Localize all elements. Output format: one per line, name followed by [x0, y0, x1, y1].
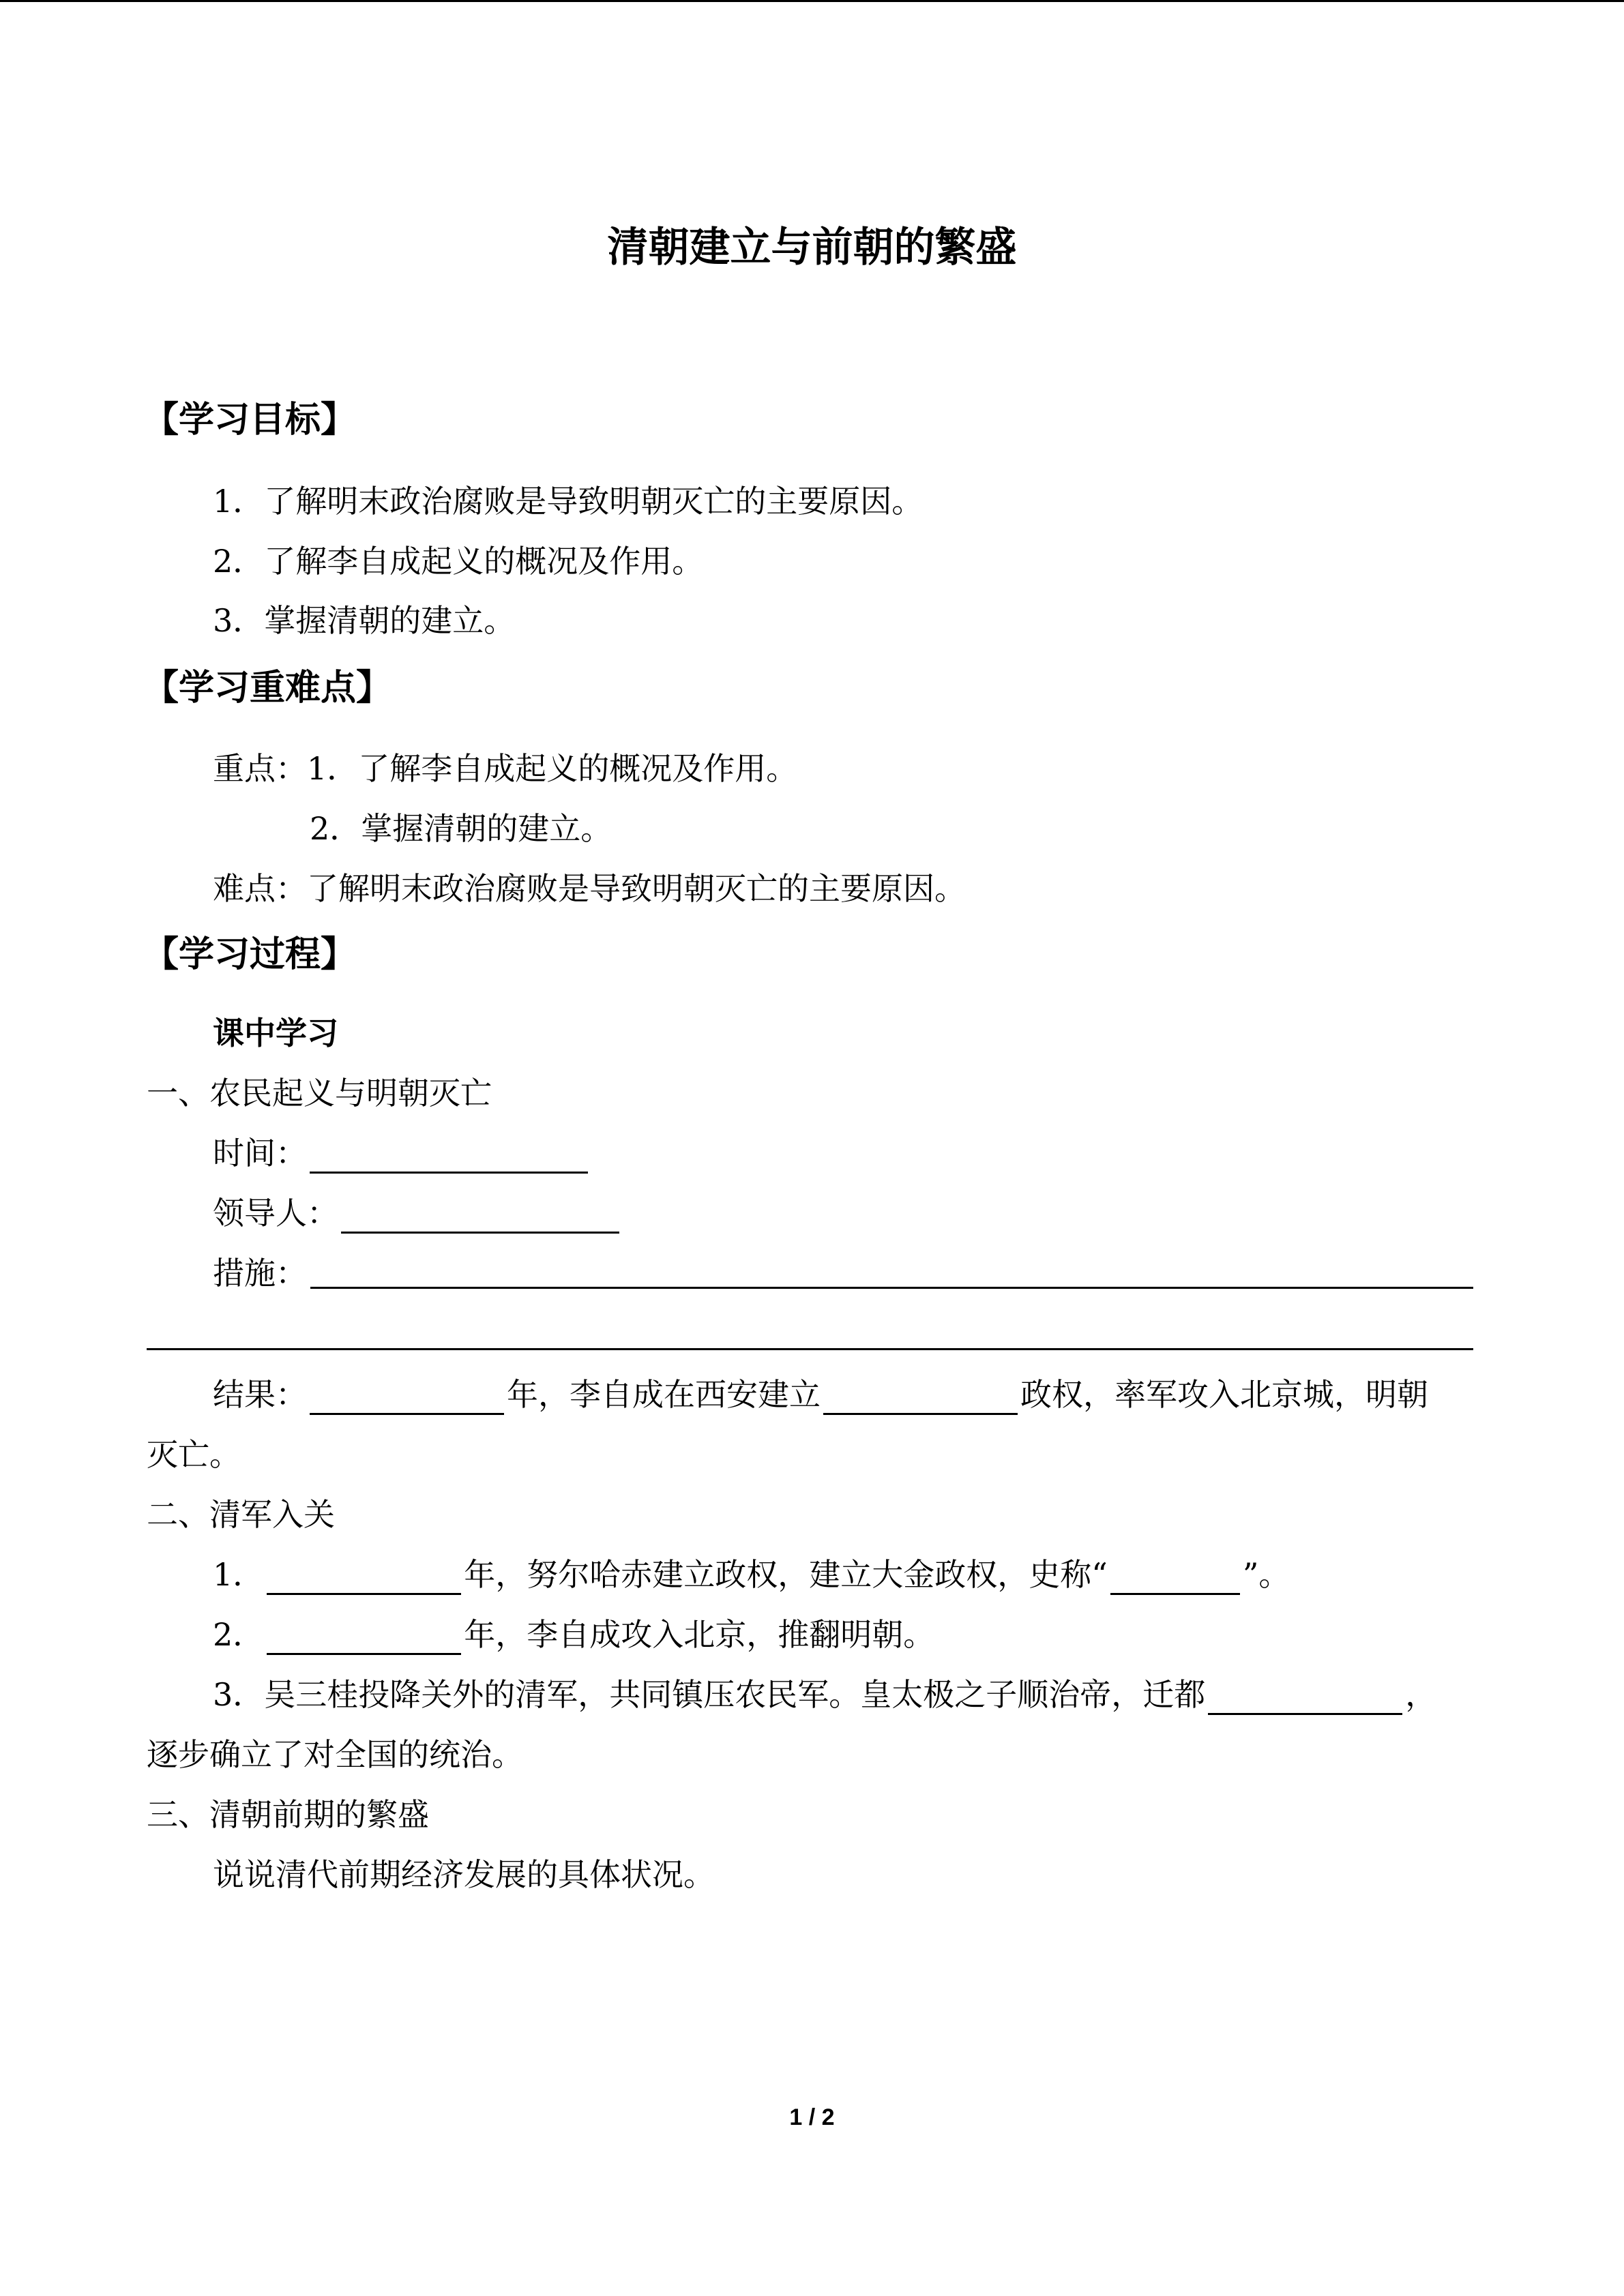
key-label: 重点： — [213, 750, 307, 787]
section-2-title: 二、清军入关 — [147, 1496, 335, 1533]
qing-item-2-num: 2． — [213, 1616, 265, 1653]
process-heading: 【学习过程】 — [143, 934, 357, 975]
goal-item-1: 1．了解明末政治腐败是导致明朝灭亡的主要原因。 — [213, 483, 924, 520]
result-label: 结果： — [213, 1376, 307, 1413]
qing-item-1-text: 年，努尔哈赤建立政权，建立大金政权，史称“ — [464, 1556, 1108, 1593]
qing-item-3-end: 逐步确立了对全国的统治。 — [147, 1736, 523, 1773]
qing-item-1-name-blank[interactable] — [1110, 1557, 1240, 1595]
leader-blank[interactable] — [341, 1196, 619, 1234]
leader-label: 领导人： — [213, 1195, 338, 1232]
qing-item-1-close: ”。 — [1242, 1556, 1290, 1593]
key-point-1 — [213, 744, 797, 789]
keypoints-heading: 【学习重难点】 — [143, 667, 392, 709]
time-label: 时间： — [213, 1135, 307, 1172]
qing-item-2-text: 年，李自成攻入北京，推翻明朝。 — [464, 1616, 935, 1653]
qing-item-3 — [213, 1670, 1436, 1715]
qing-item-1 — [213, 1550, 1290, 1595]
leader-field — [213, 1189, 622, 1234]
in-class-subheading: 课中学习 — [213, 1015, 338, 1052]
goal-item-2: 2．了解李自成起义的概况及作用。 — [213, 543, 704, 580]
page-number: 1 / 2 — [789, 2104, 835, 2130]
section-3-question: 说说清代前期经济发展的具体状况。 — [213, 1856, 715, 1893]
result-line — [213, 1370, 1428, 1415]
page-title: 清朝建立与前朝的繁盛 — [607, 224, 1017, 271]
capital-blank[interactable] — [1208, 1678, 1402, 1715]
result-text-b: 政权，率军攻入北京城，明朝 — [1020, 1376, 1428, 1413]
difficult-point: 难点：了解明末政治腐败是导致明朝灭亡的主要原因。 — [213, 870, 966, 907]
goals-heading: 【学习目标】 — [143, 399, 357, 441]
qing-item-1-num: 1． — [213, 1556, 265, 1593]
qing-item-3-comma: ， — [1405, 1676, 1437, 1713]
result-end: 灭亡。 — [147, 1436, 241, 1473]
key-point-2: 2．掌握清朝的建立。 — [310, 810, 612, 847]
measure-blank-line-1[interactable] — [310, 1287, 1473, 1289]
key-point-1-text: 1．了解李自成起义的概况及作用。 — [307, 750, 798, 787]
result-text-a: 年，李自成在西安建立 — [507, 1376, 821, 1413]
result-regime-blank[interactable] — [823, 1377, 1018, 1415]
time-blank[interactable] — [310, 1136, 588, 1174]
measure-blank-line-2[interactable] — [147, 1348, 1473, 1350]
qing-item-1-year-blank[interactable] — [267, 1557, 461, 1595]
time-field — [213, 1129, 591, 1174]
qing-item-3-text: 3．吴三桂投降关外的清军，共同镇压农民军。皇太极之子顺治帝，迁都 — [213, 1676, 1206, 1713]
result-year-blank[interactable] — [310, 1377, 504, 1415]
goal-item-3: 3．掌握清朝的建立。 — [213, 602, 516, 639]
section-3-title: 三、清朝前期的繁盛 — [147, 1796, 429, 1833]
qing-item-2 — [213, 1610, 934, 1655]
qing-item-2-year-blank[interactable] — [267, 1617, 461, 1655]
section-1-title: 一、农民起义与明朝灭亡 — [147, 1075, 492, 1112]
measure-label: 措施： — [213, 1255, 307, 1292]
